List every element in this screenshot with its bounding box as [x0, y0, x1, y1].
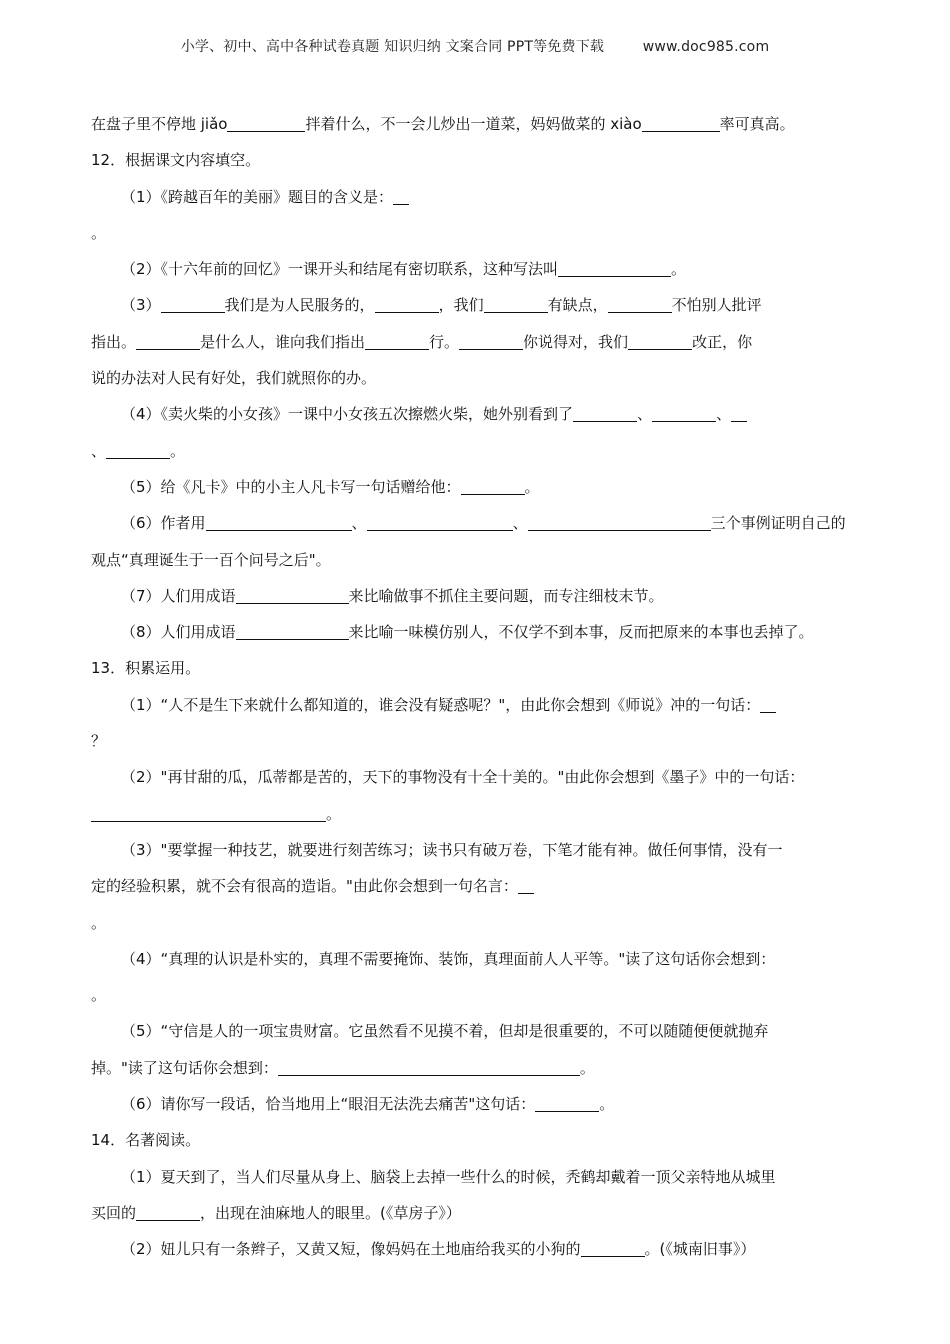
text-line: （2）"再甘甜的瓜，瓜蒂都是苦的，天下的事物没有十全十美的。"由此你会想到《墨子》中的一句话： [121, 768, 805, 787]
answer-blank[interactable] [236, 587, 349, 604]
text: （6）请你写一段话，恰当地用上“眼泪无法洗去痛苦"这句话： [121, 1095, 536, 1114]
text: 、 [716, 405, 732, 424]
answer-blank[interactable] [206, 515, 352, 532]
answer-blank[interactable] [760, 696, 776, 713]
text: （1）《跨越百年的美丽》题目的含义是： [121, 187, 394, 206]
text-line [91, 1231, 891, 1267]
text: 来比喻做事不抓住主要问题，而专注细枝末节。 [348, 586, 664, 605]
header-site[interactable]: www.doc985.com [642, 39, 770, 55]
exam-content [91, 106, 891, 1268]
text: 不怕别人批评 [671, 296, 762, 315]
text: 拌着什么，不一会儿炒出一道菜，妈妈做菜的 xiào [305, 115, 642, 133]
answer-blank[interactable] [652, 406, 716, 423]
text-line [91, 324, 891, 360]
answer-blank[interactable] [393, 188, 409, 205]
text: 。 [579, 1058, 595, 1077]
text: ，我们 [438, 296, 484, 315]
text: 。 [599, 1095, 615, 1114]
text: 率可真高。 [719, 115, 795, 133]
question-heading: 13．积累运用。 [91, 659, 201, 678]
answer-blank[interactable] [731, 406, 747, 423]
text-line: （4）“真理的认识是朴实的，真理不需要掩饰、装饰，真理面前人人平等。"读了这句话你会想到： [121, 949, 776, 968]
answer-blank[interactable] [484, 297, 548, 314]
text-line [91, 1050, 891, 1086]
text-line: 。 [91, 223, 107, 242]
answer-blank[interactable] [528, 515, 711, 532]
text: ，出现在油麻地人的眼里。(《草房子》） [200, 1203, 461, 1222]
answer-blank[interactable] [367, 515, 513, 532]
text: 是什么人，谁向我们指出 [200, 332, 366, 351]
text: 、 [637, 405, 653, 424]
text-line [91, 469, 891, 505]
text: 指出。 [91, 332, 137, 351]
text: 、 [512, 514, 528, 533]
text-line: 。 [91, 986, 107, 1005]
text: 、 [91, 441, 107, 460]
answer-blank[interactable] [459, 333, 523, 350]
text: 、 [351, 514, 367, 533]
text-line [91, 1086, 891, 1122]
text-line [91, 1195, 891, 1231]
text: （4）《卖火柴的小女孩》一课中小女孩五次擦燃火柴，她外别看到了 [121, 405, 574, 424]
answer-blank[interactable] [573, 406, 637, 423]
text-line: （5）“守信是人的一项宝贵财富。它虽然看不见摸不着，但却是很重要的，不可以随随便便就抛弃 [121, 1022, 769, 1041]
text: 三个事例证明自己的 [710, 514, 846, 533]
text-line [91, 179, 891, 215]
text: （7）人们用成语 [121, 586, 236, 605]
text: 。 [170, 441, 186, 460]
text: 有缺点， [547, 296, 608, 315]
text-line [91, 578, 891, 614]
text: 行。 [429, 332, 460, 351]
answer-blank[interactable] [535, 1095, 599, 1112]
answer-blank[interactable] [136, 333, 200, 350]
text: 在盘子里不停地 jiǎo [91, 115, 228, 133]
text-line [91, 687, 891, 723]
text: （2）妞儿只有一条辫子，又黄又短，像妈妈在土地庙给我买的小狗的 [121, 1240, 581, 1259]
text: （5）给《凡卡》中的小主人凡卡写一句话赠给他： [121, 477, 461, 496]
text: 。 [671, 260, 687, 279]
text-line: 。 [91, 913, 107, 932]
text: 定的经验积累，就不会有很高的造诣。"由此你会想到一句名言： [91, 877, 518, 896]
text: （6）作者用 [121, 514, 206, 533]
question-heading: 14．名著阅读。 [91, 1131, 201, 1150]
text: （1）“人不是生下来就什么都知道的，谁会没有疑惑呢？"，由此你会想到《师说》冲的一句话： [121, 695, 761, 714]
text-line [91, 251, 891, 287]
answer-blank[interactable] [365, 333, 429, 350]
text-line [91, 287, 891, 323]
text: 来比喻一味模仿别人，不仅学不到本事，反而把原来的本事也丢掉了。 [348, 623, 814, 642]
page-header [0, 36, 950, 56]
text-line [91, 796, 891, 832]
text: 。 [524, 477, 540, 496]
answer-blank[interactable] [642, 115, 720, 132]
text-line: （3）"要掌握一种技艺，就要进行刻苦练习；读书只有破万卷，下笔才能有神。做任何事情，没有一 [121, 840, 783, 859]
answer-blank[interactable] [461, 478, 525, 495]
text: 。(《城南旧事》） [644, 1240, 756, 1259]
text-line: 观点“真理诞生于一百个问号之后"。 [91, 550, 331, 569]
answer-blank[interactable] [375, 297, 439, 314]
answer-blank[interactable] [518, 877, 534, 894]
text: 你说得对，我们 [523, 332, 629, 351]
header-title: 小学、初中、高中各种试卷真题 知识归纳 文案合同 PPT等免费下载 [180, 39, 605, 55]
answer-blank[interactable] [106, 442, 170, 459]
answer-blank[interactable] [227, 115, 305, 132]
text-line: 说的办法对人民有好处，我们就照你的办。 [91, 369, 377, 388]
answer-blank[interactable] [628, 333, 692, 350]
text: 改正，你 [692, 332, 753, 351]
text-line [91, 868, 891, 904]
answer-blank[interactable] [236, 623, 349, 640]
text: （2）《十六年前的回忆》一课开头和结尾有密切联系，这种写法叫 [121, 260, 559, 279]
text: 。 [326, 804, 342, 823]
answer-blank[interactable] [608, 297, 672, 314]
question-heading: 12．根据课文内容填空。 [91, 151, 261, 170]
text-line [91, 614, 891, 650]
text-line [91, 433, 891, 469]
text-line: （1）夏天到了，当人们尽量从身上、脑袋上去掉一些什么的时候，秃鹤却戴着一顶父亲特地从城里 [121, 1167, 776, 1186]
text: （3） [121, 296, 161, 315]
text: （8）人们用成语 [121, 623, 236, 642]
answer-blank[interactable] [161, 297, 225, 314]
answer-blank[interactable] [558, 260, 671, 277]
text: 我们是为人民服务的， [224, 296, 375, 315]
text: 买回的 [91, 1203, 137, 1222]
answer-blank[interactable] [278, 1059, 580, 1076]
answer-blank[interactable] [136, 1204, 200, 1221]
text: 掉。"读了这句话你会想到： [91, 1058, 278, 1077]
text-line [91, 505, 891, 541]
text-line: ？ [91, 732, 107, 751]
answer-blank[interactable] [91, 805, 326, 822]
answer-blank[interactable] [581, 1240, 645, 1257]
text-line [91, 396, 891, 432]
text-line [91, 106, 891, 142]
